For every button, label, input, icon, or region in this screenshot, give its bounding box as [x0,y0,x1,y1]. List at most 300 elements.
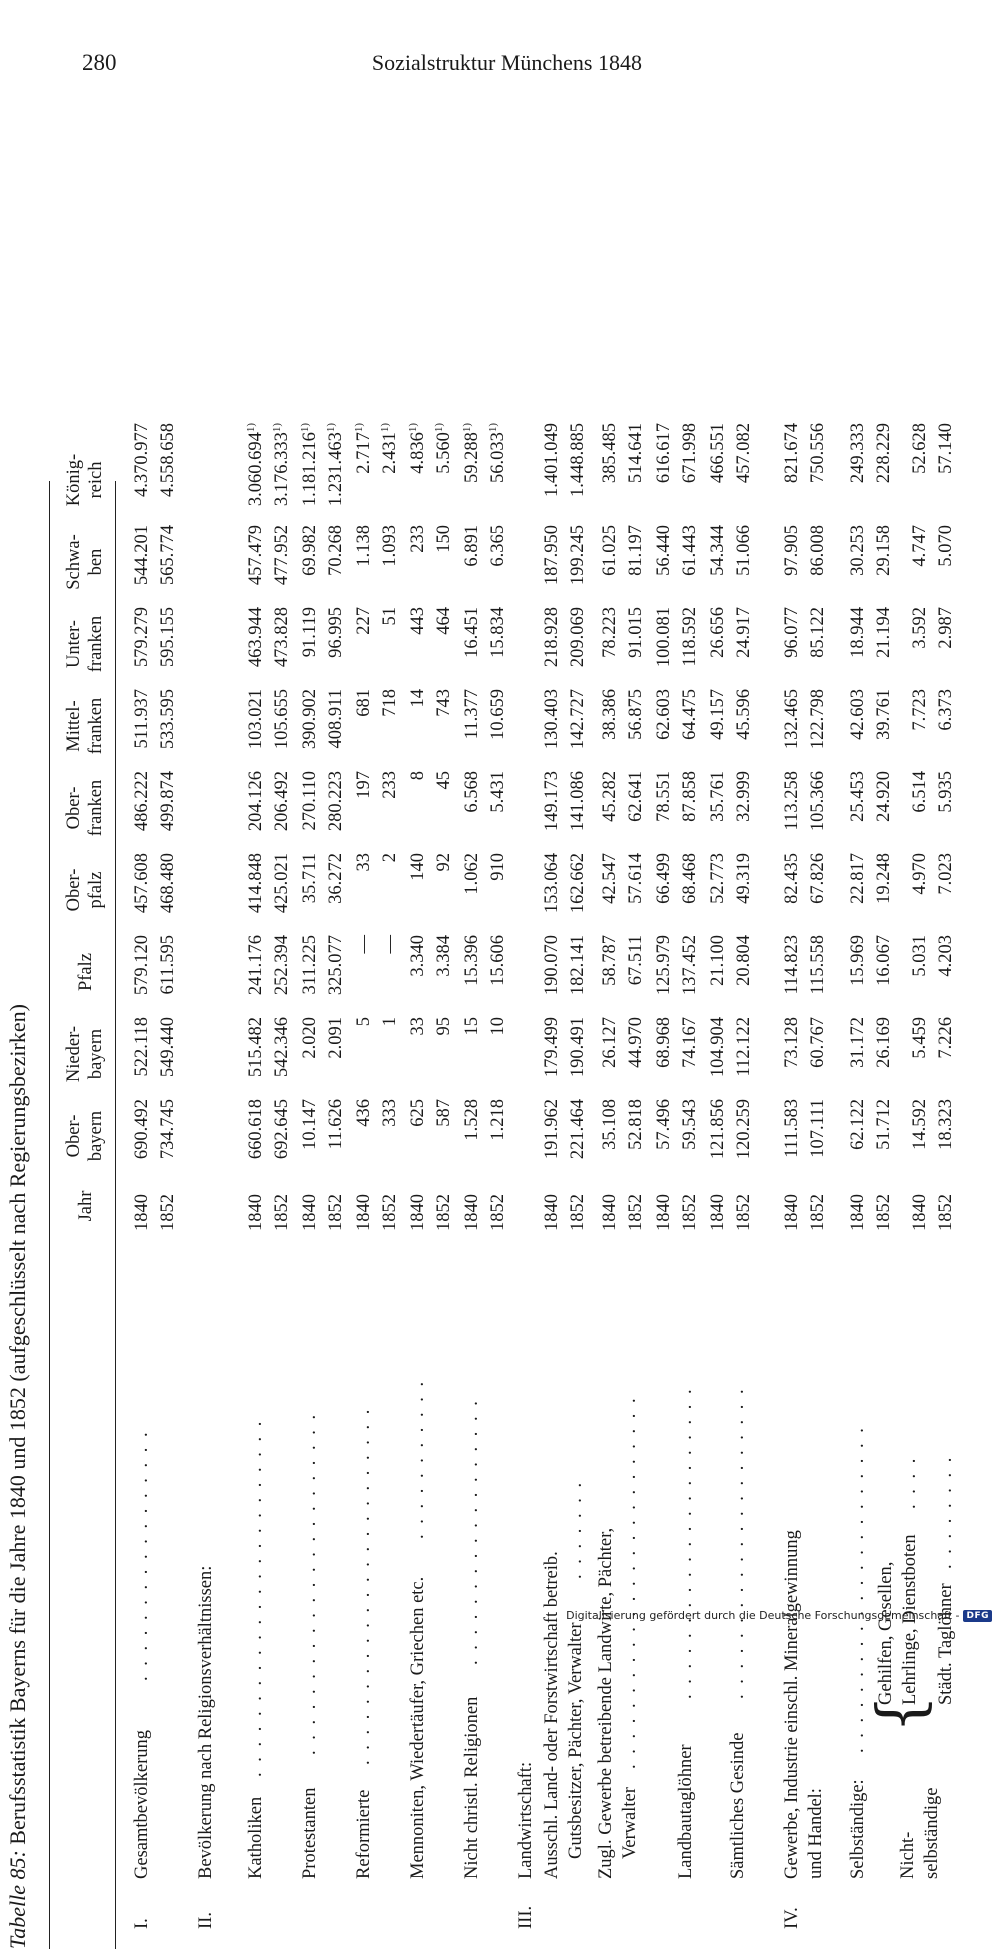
value-cell: 67.511 [626,935,646,986]
value-cell: 565.774 [158,525,178,586]
label-landbautaglohner: Landbautaglöhner [676,1744,696,1879]
value-cell: 1.062 [462,853,482,895]
leader-dots: . . . . . . . . [936,1454,956,1569]
brace-symbol: { [864,1694,938,1733]
value-cell: 579.279 [132,607,152,668]
value-cell: 19.248 [874,853,894,904]
value-cell: 51.712 [874,1099,894,1150]
digitization-footer [566,1609,992,1622]
value-cell: 153.064 [542,853,562,914]
label-ausschl-2: Gutsbesitzer, Pächter, Verwalter [566,1622,586,1859]
value-cell: 457.479 [246,525,266,586]
value-cell: 463.944 [246,607,266,668]
year-cell: 1852 [874,1194,894,1231]
value-cell: 6.568 [462,771,482,813]
footnote-marker: 1) [353,423,365,433]
label-religion-header: Bevölkerung nach Religionsverhältnissen: [196,1565,216,1879]
value-cell: 91.015 [626,607,646,658]
leader-dots: . . . . . . . . . . . [408,1378,428,1539]
year-cell: 1840 [408,1194,428,1231]
value-cell: 197 [354,771,374,799]
value-cell: 132.465 [782,689,802,750]
value-cell: 26.656 [708,607,728,658]
value-cell: 1 [380,1017,400,1027]
value-cell: 22.817 [848,853,868,904]
value-cell: 252.394 [272,935,292,996]
value-cell: 390.902 [300,689,320,750]
value-cell: 204.126 [246,771,266,832]
top-rule [49,481,50,1949]
value-cell: 52.773 [708,853,728,904]
value-cell: 544.201 [132,525,152,586]
leader-dots: . . . . . . . . . . . . . . . . . . [462,1398,482,1665]
value-cell: 671.998 [680,423,700,484]
year-cell: 1840 [708,1194,728,1231]
label-gesamtbevoelkerung: Gesamtbevölkerung [132,1730,152,1879]
value-cell: 457.082 [734,423,754,484]
value-cell: 511.937 [132,689,152,749]
value-cell: 39.761 [874,689,894,740]
value-cell: 10.147 [300,1099,320,1150]
year-cell: 1840 [848,1194,868,1231]
value-cell: — [380,935,400,954]
value-cell: 6.365 [488,525,508,567]
value-cell: 2.020 [300,1017,320,1059]
value-cell: 1.138 [354,525,374,567]
value-cell: 270.110 [300,771,320,831]
value-cell: 45.596 [734,689,754,740]
leader-dots: . . . . . . . . . . . . . . . . . . . . . . . [300,1411,320,1755]
value-cell: 692.645 [272,1099,292,1160]
value-cell: 87.858 [680,771,700,822]
value-cell: 5.459 [910,1017,930,1059]
value-cell: 56.033$^{1)}$ [487,423,508,484]
section-numeral-1: I. [132,1918,152,1929]
value-cell: 57.496 [654,1099,674,1150]
value-cell: 78.223 [600,607,620,658]
value-cell: 111.583 [782,1099,802,1158]
value-cell: 69.982 [300,525,320,576]
value-cell: 35.108 [600,1099,620,1150]
footnote-marker: 1) [461,423,473,433]
value-cell: 436 [354,1099,374,1127]
value-cell: 62.641 [626,771,646,822]
leader-dots: . . . . [900,1455,920,1509]
year-cell: 1840 [600,1194,620,1231]
value-cell: 595.155 [158,607,178,668]
value-cell: 51 [380,607,400,626]
value-cell: 221.464 [568,1099,588,1160]
value-cell: 5.070 [936,525,956,567]
footnote-marker: 1) [271,423,283,433]
label-landwirtschaft: Landwirtschaft: [516,1761,536,1879]
value-cell: 59.543 [680,1099,700,1150]
year-cell: 1840 [132,1194,152,1231]
column-header: Schwa- ben [64,534,106,590]
value-cell: 206.492 [272,771,292,832]
caption-label: Tabelle 85: [5,1850,30,1949]
value-cell: 5.560$^{1)}$ [433,423,454,474]
value-cell: 3.592 [910,607,930,649]
value-cell: 2.987 [936,607,956,649]
value-cell: 464 [434,607,454,635]
value-cell: 5.935 [936,771,956,813]
value-cell: 56.875 [626,689,646,740]
value-cell: 44.970 [626,1017,646,1068]
value-cell: 122.798 [808,689,828,750]
value-cell: 179.499 [542,1017,562,1078]
leader-dots: . . . . . . . . . . . . . . . . . . . . . . . . [354,1406,374,1765]
value-cell: 82.435 [782,853,802,904]
value-cell: 35.711 [300,853,320,904]
year-cell: 1852 [936,1194,956,1231]
value-cell: 18.323 [936,1099,956,1150]
year-cell: 1840 [782,1194,802,1231]
value-cell: 96.077 [782,607,802,658]
value-cell: 16.067 [874,935,894,986]
value-cell: 227 [354,607,374,635]
value-cell: 15.396 [462,935,482,986]
label-taglohner: Städt. Taglöhner [936,1583,956,1705]
value-cell: 49.319 [734,853,754,904]
section-numeral-2: II. [196,1912,216,1929]
year-cell: 1852 [808,1194,828,1231]
value-cell: 141.086 [568,771,588,832]
column-header: Pfalz [76,953,96,992]
leader-dots: . . . . . . . . . . . . . . . . . . . . . . [848,1425,868,1753]
value-cell: 31.172 [848,1017,868,1068]
value-cell: 113.258 [782,771,802,831]
value-cell: 150 [434,525,454,553]
value-cell: 68.968 [654,1017,674,1068]
value-cell: 7.226 [936,1017,956,1059]
label-zugl-2: Verwalter [620,1787,640,1859]
value-cell: 187.950 [542,525,562,586]
leader-dots: . . . . . . . . . . . . . . . . . . . . . . . . . [620,1395,640,1769]
value-cell: 473.828 [272,607,292,668]
value-cell: 26.169 [874,1017,894,1068]
dfg-logo: DFG [963,1610,992,1622]
label-nicht-christl: Nicht christl. Religionen [462,1696,482,1879]
value-cell: 16.451 [462,607,482,658]
value-cell: 120.259 [734,1099,754,1160]
label-reformierte: Reformierte [354,1789,374,1879]
label-gesinde: Sämtliches Gesinde [728,1732,748,1879]
year-cell: 1840 [462,1194,482,1231]
value-cell: 2.091 [326,1017,346,1059]
value-cell: 457.608 [132,853,152,914]
column-header: Unter- franken [64,615,106,673]
footnote-marker: 1) [379,423,391,433]
year-cell: 1840 [910,1194,930,1231]
value-cell: 45 [434,771,454,790]
value-cell: 52.818 [626,1099,646,1150]
value-cell: 280.223 [326,771,346,832]
value-cell: 408.911 [326,689,346,749]
value-cell: 58.787 [600,935,620,986]
value-cell: 514.641 [626,423,646,484]
value-cell: 15 [462,1017,482,1036]
value-cell: 105.366 [808,771,828,832]
value-cell: 1.218 [488,1099,508,1141]
year-cell: 1840 [654,1194,674,1231]
value-cell: 7.023 [936,853,956,895]
footnote-marker: 1) [433,423,445,433]
value-cell: 6.891 [462,525,482,567]
value-cell: 690.492 [132,1099,152,1160]
value-cell: 25.453 [848,771,868,822]
value-cell: 6.373 [936,689,956,731]
footnote-marker: 1) [407,423,419,433]
value-cell: 20.804 [734,935,754,986]
value-cell: 14.592 [910,1099,930,1150]
value-cell: 149.173 [542,771,562,832]
value-cell: 2.717$^{1)}$ [353,423,374,474]
footnote-marker: 1) [325,423,337,433]
value-cell: 611.595 [158,935,178,995]
value-cell: 14 [408,689,428,708]
value-cell: 68.468 [680,853,700,904]
value-cell: 199.245 [568,525,588,586]
value-cell: 743 [434,689,454,717]
value-cell: 616.617 [654,423,674,484]
value-cell: 3.176.333$^{1)}$ [271,423,292,507]
value-cell: 5 [354,1017,374,1027]
footnote-marker: 1) [487,423,499,433]
footer-text: Digitalisierung gefördert durch die Deutsche Forschungsgemeinschaft - [566,1609,960,1622]
value-cell: 57.140 [936,423,956,474]
value-cell: 73.128 [782,1017,802,1068]
year-cell: 1852 [488,1194,508,1231]
value-cell: — [354,935,374,954]
footnote-marker: 1) [245,423,257,433]
year-cell: 1840 [300,1194,320,1231]
label-gewerbe-2: und Handel: [806,1788,826,1879]
value-cell: 67.826 [808,853,828,904]
value-cell: 10.659 [488,689,508,740]
value-cell: 45.282 [600,771,620,822]
value-cell: 249.333 [848,423,868,484]
value-cell: 11.626 [326,1099,346,1150]
value-cell: 1.528 [462,1099,482,1141]
footnote-marker: 1) [299,423,311,433]
value-cell: 103.021 [246,689,266,750]
leader-dots: . . . . . . . . . . . . . . . . . . . . . [676,1386,696,1699]
label-nicht-selbst-2: selbständige [922,1787,942,1879]
label-gewerbe-1: Gewerbe, Industrie einschl. Mineralgewinnung [782,1530,802,1879]
label-protestanten: Protestanten [300,1787,320,1879]
leader-dots: . . . . . . . [566,1479,586,1579]
value-cell: 414.848 [246,853,266,914]
value-cell: 137.452 [680,935,700,996]
value-cell: 10 [488,1017,508,1036]
value-cell: 24.920 [874,771,894,822]
value-cell: 8 [408,771,428,781]
value-cell: 104.904 [708,1017,728,1078]
label-nicht-selbst-1: Nicht- [898,1831,918,1879]
value-cell: 130.403 [542,689,562,750]
value-cell: 42.603 [848,689,868,740]
value-cell: 4.836$^{1)}$ [407,423,428,474]
year-cell: 1852 [734,1194,754,1231]
value-cell: 660.618 [246,1099,266,1160]
running-head [82,50,642,76]
value-cell: 182.141 [568,935,588,996]
value-cell: 21.194 [874,607,894,658]
year-cell: 1852 [626,1194,646,1231]
value-cell: 33 [408,1017,428,1036]
value-cell: 26.127 [600,1017,620,1068]
year-cell: 1852 [568,1194,588,1231]
value-cell: 125.979 [654,935,674,996]
value-cell: 522.118 [132,1017,152,1077]
value-cell: 190.070 [542,935,562,996]
table-caption [5,1004,31,1949]
year-cell: 1852 [326,1194,346,1231]
value-cell: 33 [354,853,374,872]
value-cell: 425.021 [272,853,292,914]
value-cell: 91.119 [300,607,320,658]
value-cell: 96.995 [326,607,346,658]
rotated-table-page [5,419,956,1949]
value-cell: 4.370.977 [132,423,152,497]
column-header: Mittel- franken [64,697,106,755]
value-cell: 85.122 [808,607,828,658]
value-cell: 191.962 [542,1099,562,1160]
value-cell: 325.077 [326,935,346,996]
value-cell: 59.288$^{1)}$ [461,423,482,484]
value-cell: 542.346 [272,1017,292,1078]
value-cell: 385.485 [600,423,620,484]
value-cell: 190.491 [568,1017,588,1078]
value-cell: 15.834 [488,607,508,658]
value-cell: 241.176 [246,935,266,996]
value-cell: 24.917 [734,607,754,658]
value-cell: 1.401.049 [542,423,562,497]
value-cell: 750.556 [808,423,828,484]
value-cell: 29.158 [874,525,894,576]
year-cell: 1840 [354,1194,374,1231]
value-cell: 2.431$^{1)}$ [379,423,400,474]
value-cell: 3.060.694$^{1)}$ [245,423,266,507]
label-mennoniten: Mennoniten, Wiedertäufer, Griechen etc. [408,1576,428,1879]
leader-dots: . . . . . . . . . . . . . . . . . . . . . [728,1386,748,1699]
value-cell: 66.499 [654,853,674,904]
label-katholiken: Katholiken [246,1796,266,1879]
value-cell: 30.253 [848,525,868,576]
value-cell: 209.069 [568,607,588,668]
value-cell: 549.440 [158,1017,178,1078]
value-cell: 228.229 [874,423,894,484]
value-cell: 4.203 [936,935,956,977]
value-cell: 1.231.463$^{1)}$ [325,423,346,507]
value-cell: 1.181.216$^{1)}$ [299,423,320,507]
column-header: Ober- bayern [64,1110,106,1162]
value-cell: 162.662 [568,853,588,914]
value-cell: 42.547 [600,853,620,904]
column-header: König- reich [64,453,106,507]
value-cell: 70.268 [326,525,346,576]
label-selbstaendige: Selbständige: [848,1779,868,1879]
year-cell: 1840 [542,1194,562,1231]
value-cell: 21.100 [708,935,728,986]
value-cell: 35.761 [708,771,728,822]
value-cell: 86.008 [808,525,828,576]
value-cell: 4.747 [910,525,930,567]
value-cell: 32.999 [734,771,754,822]
value-cell: 56.440 [654,525,674,576]
value-cell: 61.443 [680,525,700,576]
label-zugl-1: Zugl. Gewerbe betreibende Landwirte, Pächter, [596,1527,616,1879]
value-cell: 1.448.885 [568,423,588,497]
year-cell: 1852 [380,1194,400,1231]
value-cell: 1.093 [380,525,400,567]
value-cell: 486.222 [132,771,152,832]
value-cell: 311.225 [300,935,320,995]
value-cell: 107.111 [808,1099,828,1158]
value-cell: 54.344 [708,525,728,576]
value-cell: 81.197 [626,525,646,576]
value-cell: 11.377 [462,689,482,740]
value-cell: 7.723 [910,689,930,731]
label-gehilfen-2: Lehrlinge, Dienstboten [900,1534,920,1705]
value-cell: 734.745 [158,1099,178,1160]
value-cell: 443 [408,607,428,635]
value-cell: 97.905 [782,525,802,576]
value-cell: 533.595 [158,689,178,750]
value-cell: 625 [408,1099,428,1127]
section-numeral-3: III. [516,1905,536,1929]
value-cell: 121.856 [708,1099,728,1160]
value-cell: 62.603 [654,689,674,740]
column-header: Ober- pfalz [64,868,106,912]
value-cell: 142.727 [568,689,588,750]
value-cell: 233 [408,525,428,553]
value-cell: 92 [434,853,454,872]
year-cell: 1852 [272,1194,292,1231]
value-cell: 52.628 [910,423,930,474]
value-cell: 821.674 [782,423,802,484]
value-cell: 36.272 [326,853,346,904]
value-cell: 112.122 [734,1017,754,1077]
value-cell: 910 [488,853,508,881]
value-cell: 6.514 [910,771,930,813]
year-cell: 1852 [434,1194,454,1231]
value-cell: 718 [380,689,400,717]
value-cell: 78.551 [654,771,674,822]
value-cell: 49.157 [708,689,728,740]
value-cell: 15.606 [488,935,508,986]
section-numeral-4: IV. [782,1907,802,1929]
value-cell: 579.120 [132,935,152,996]
value-cell: 515.482 [246,1017,266,1078]
value-cell: 118.592 [680,607,700,667]
value-cell: 4.970 [910,853,930,895]
value-cell: 115.558 [808,935,828,995]
value-cell: 5.031 [910,935,930,977]
leader-dots: . . . . . . . . . . . . . . . . . . . . . . . . [246,1418,266,1777]
value-cell: 587 [434,1099,454,1127]
value-cell: 468.480 [158,853,178,914]
value-cell: 100.081 [654,607,674,668]
value-cell: 64.475 [680,689,700,740]
value-cell: 218.928 [542,607,562,668]
value-cell: 51.066 [734,525,754,576]
value-cell: 61.025 [600,525,620,576]
year-cell: 1852 [680,1194,700,1231]
year-cell: 1852 [158,1194,178,1231]
running-title: Sozialstruktur Münchens 1848 [371,50,642,75]
